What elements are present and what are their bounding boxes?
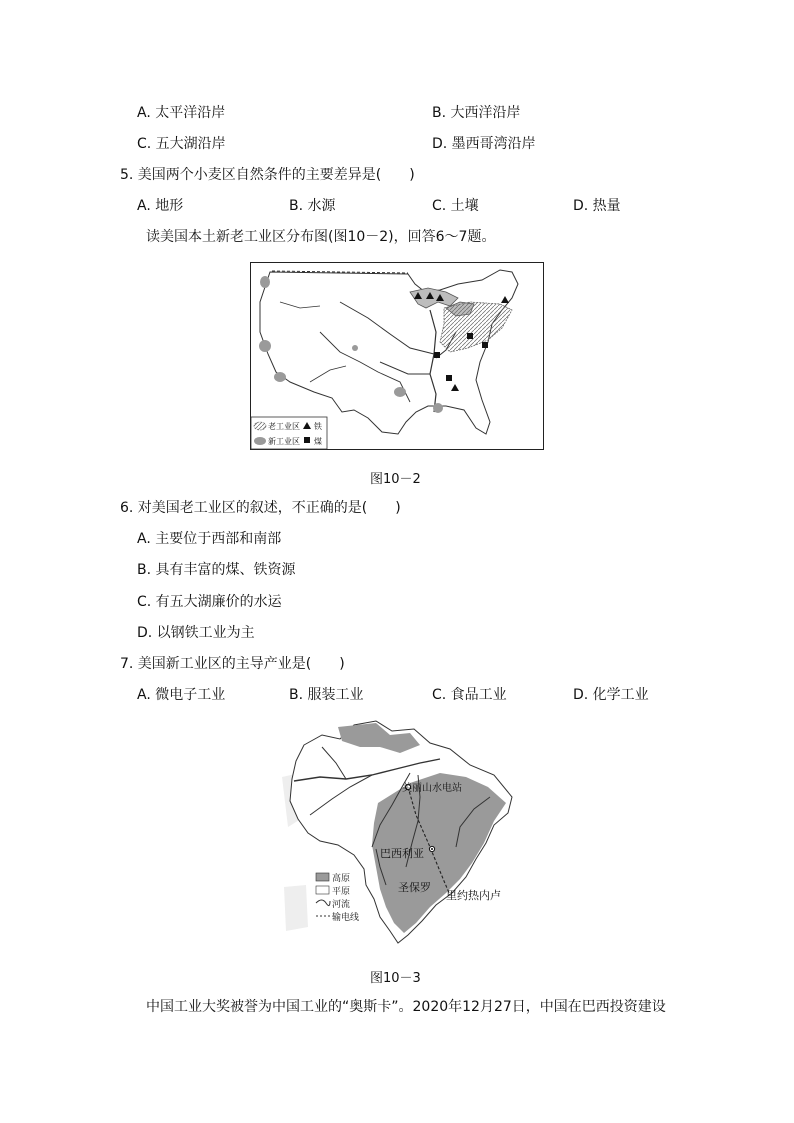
q4-option-b: B. 大西洋沿岸 (432, 105, 521, 121)
q4-option-d: D. 墨西哥湾沿岸 (432, 136, 536, 152)
legend-coal: 煤 (314, 437, 322, 446)
label-rio: 里约热内卢 (446, 889, 501, 902)
q7-option-c: C. 食品工业 (432, 687, 507, 703)
us-industrial-map (250, 262, 544, 450)
legend-plain: 平原 (332, 887, 351, 897)
q5-stem: 5. 美国两个小麦区自然条件的主要差异是( ) (120, 167, 415, 183)
q7-option-d: D. 化学工业 (573, 687, 649, 703)
q4-option-c: C. 五大湖沿岸 (137, 136, 226, 152)
q7-stem: 7. 美国新工业区的主导产业是( ) (120, 656, 345, 672)
q4-option-a: A. 太平洋沿岸 (137, 105, 226, 121)
q7-option-a: A. 微电子工业 (137, 687, 226, 703)
q6-option-a: A. 主要位于西部和南部 (137, 531, 282, 547)
q5-option-b: B. 水源 (289, 198, 336, 214)
legend-new-zone: 新工业区 (268, 437, 300, 446)
q5-option-c: C. 土壤 (432, 198, 479, 214)
label-saopaulo: 圣保罗 (398, 881, 431, 894)
label-dam: 美丽山水电站 (402, 783, 462, 794)
label-brasilia: 巴西利亚 (380, 847, 424, 860)
q6-option-c: C. 有五大湖廉价的水运 (137, 594, 282, 610)
brazil-map (280, 717, 520, 957)
fig-10-2-caption: 图10－2 (370, 472, 421, 487)
legend-old-zone: 老工业区 (268, 422, 300, 431)
us-map-svg (250, 262, 544, 450)
q5-option-a: A. 地形 (137, 198, 184, 214)
q7-option-b: B. 服装工业 (289, 687, 364, 703)
legend-river: 河流 (332, 900, 351, 910)
legend-plateau: 高原 (332, 874, 351, 884)
intro-text: 读美国本土新老工业区分布图(图10－2)，回答6～7题。 (146, 229, 496, 245)
q6-option-d: D. 以钢铁工业为主 (137, 625, 255, 641)
legend-power-line: 输电线 (332, 913, 360, 923)
closing-paragraph: 中国工业大奖被誉为中国工业的“奥斯卡”。2020年12月27日，中国在巴西投资建设 (146, 999, 666, 1015)
brazil-map-svg (280, 717, 520, 957)
q6-option-b: B. 具有丰富的煤、铁资源 (137, 562, 296, 578)
fig-10-3-caption: 图10－3 (370, 971, 421, 986)
legend-iron: 铁 (314, 422, 322, 431)
q5-option-d: D. 热量 (573, 198, 621, 214)
q6-stem: 6. 对美国老工业区的叙述，不正确的是( ) (120, 500, 401, 516)
